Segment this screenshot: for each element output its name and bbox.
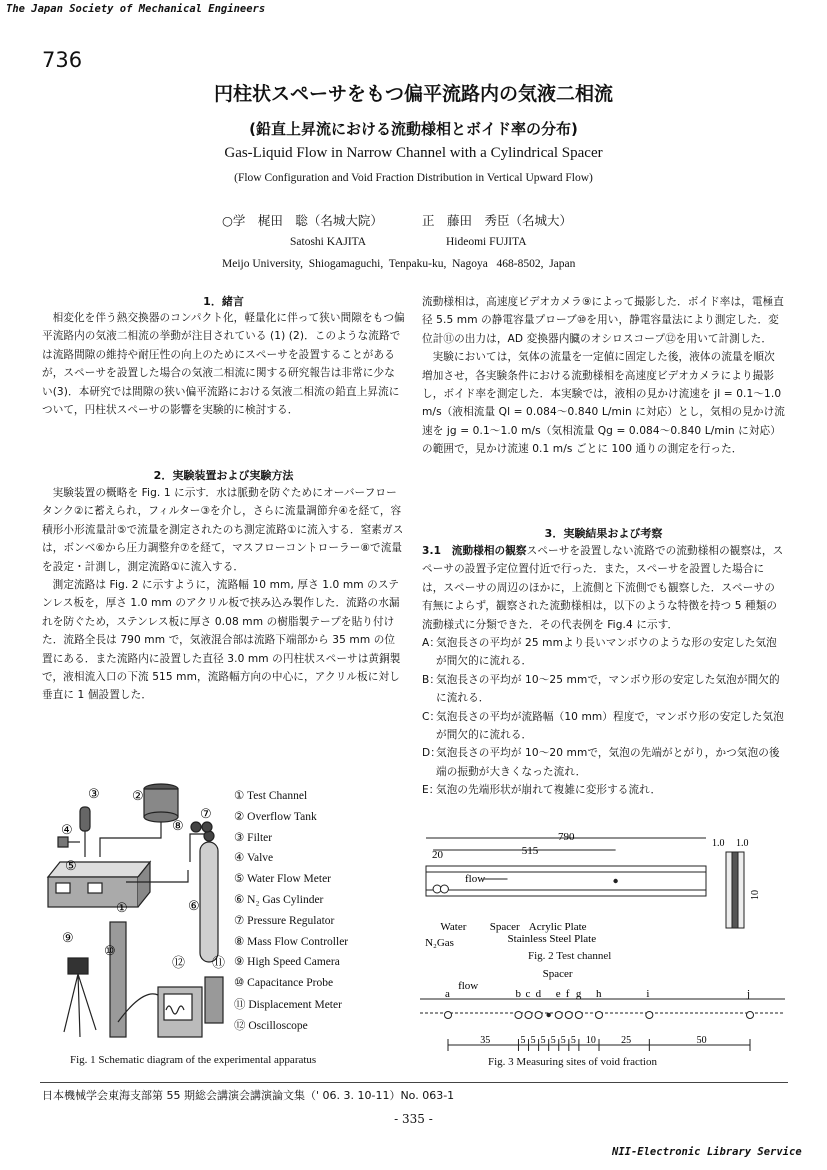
dim-label: 5 <box>560 1035 566 1046</box>
title-ja: 円柱状スペーサをもつ偏平流路内の気液二相流 <box>213 83 613 105</box>
acrylic-label: Acrylic Plate <box>528 921 587 933</box>
page-number: - 335 - <box>394 1112 433 1126</box>
measuring-site <box>646 1012 653 1019</box>
water-inlet <box>433 885 441 893</box>
component-marker: ④ <box>61 822 73 837</box>
dim-label-790: 790 <box>558 831 575 843</box>
site-label: b <box>515 988 521 1000</box>
spacer-label: Spacer <box>542 968 573 980</box>
site-label: i <box>646 988 650 1000</box>
measuring-site <box>525 1012 532 1019</box>
list-item <box>422 671 785 708</box>
measuring-site <box>555 1012 562 1019</box>
component-marker: ⑤ <box>65 858 77 873</box>
journal-header: The Japan Society of Mechanical Engineers <box>6 3 266 15</box>
component-marker: ⑨ <box>62 930 74 945</box>
section-acrylic-right <box>738 852 744 928</box>
fig1-caption: Fig. 1 Schematic diagram of the experimental apparatus <box>70 1054 317 1066</box>
dim-label: 5 <box>520 1035 526 1046</box>
subtitle-en: (Flow Configuration and Void Fraction Distribution in Vertical Upward Flow) <box>234 172 593 184</box>
fig2-caption: Fig. 2 Test channel <box>528 950 612 962</box>
spacer-mark <box>546 1013 550 1017</box>
list-key: C： <box>422 710 441 723</box>
proceedings-line: 日本機械学会東海支部第 55 期総会講演会講演論文集（' 06. 3. 10-11）No. 063-1 <box>42 1089 455 1102</box>
component-marker: ⑩ <box>104 943 116 958</box>
component-marker: ⑥ <box>188 898 200 913</box>
footer-rule <box>40 1082 788 1083</box>
right-column-body <box>422 293 785 459</box>
subsection-text: スペーサを設置しない流路での流動様相の観察は，スペーサの設置予定位置付近で行った．また，スペーサを設置した場合には，スペーサの周辺のほかに，上流側と下流側でも観察した．スペーサの有無によらず，観察された流動様相は，以下のような特徴を持つ 5 種類の流動様式に分類できた．その代表例を Fig.4 に示す． <box>422 545 784 631</box>
author-en-2: Hideomi FUJITA <box>446 236 527 248</box>
legend-item: ⑪ Displacement Meter <box>234 998 342 1011</box>
component-marker: ⑦ <box>200 806 212 821</box>
flow-label: flow <box>464 873 486 885</box>
spacer-label: Spacer <box>489 921 520 933</box>
spacer-mark <box>613 879 617 883</box>
dim-label: 5 <box>550 1035 556 1046</box>
list-item <box>422 744 785 781</box>
n2gas-label: N₂Gas <box>425 937 454 948</box>
dim-label: 5 <box>540 1035 546 1046</box>
fig3-caption: Fig. 3 Measuring sites of void fraction <box>488 1056 657 1068</box>
dim-label-20: 20 <box>432 849 443 861</box>
stainless-label: Stainless Steel Plate <box>507 933 597 945</box>
subsection-title: 3.1 流動様相の観察 <box>422 545 527 557</box>
section-2-heading: 2．実験装置および実験方法 <box>153 469 294 482</box>
authors-ja-2: 正 藤田 秀臣（名城大） <box>422 213 573 228</box>
section-3-heading: 3．実験結果および考察 <box>544 527 663 540</box>
component-marker: ⑪ <box>212 955 226 970</box>
section-3-body <box>422 542 785 800</box>
list-text: 気泡長さの平均が 10〜20 mmで，気泡の先端がとがり，かつ気泡の後端の振動が大きくなった流れ． <box>436 747 780 778</box>
site-label: e <box>555 988 561 1000</box>
component-marker: ⑫ <box>172 955 186 970</box>
legend-item: ⑩ Capacitance Probe <box>234 977 334 990</box>
legend-item: ⑤ Water Flow Meter <box>234 873 331 886</box>
legend-item: ④ Valve <box>234 852 274 865</box>
section-1-body <box>42 309 405 419</box>
paragraph <box>422 542 785 634</box>
measuring-site <box>515 1012 522 1019</box>
measuring-site <box>747 1012 754 1019</box>
dim-label-515: 515 <box>521 845 539 857</box>
site-label: j <box>747 988 751 1000</box>
list-item <box>422 708 785 745</box>
dim-label: 5 <box>530 1035 536 1046</box>
list-text: 気泡の先端形状が崩れて複雑に変形する流れ． <box>436 784 662 797</box>
site-label: d <box>535 988 542 1000</box>
dim-label: 5 <box>570 1035 576 1046</box>
list-key: B： <box>422 673 441 686</box>
paragraph: 測定流路は Fig. 2 に示すように，流路幅 10 mm, 厚さ 1.0 mm のステンレス板を，厚さ 1.0 mm のアクリル板で挟み込み製作した．流路の水漏れを防ぐため，ステンレス板に厚さ 0.08 mm の樹脂製テープを貼り付けた．流路全長は 790 mm で，気液混合部は流路下端部から 35 mm の位置にある．また流路内に設置した直径 3.0 mm の円柱状スペーサは黄銅製で，液相流入口の下流 515 mm，流路幅方向の中心に，アクリル板に対し垂直に 1 個設置した． <box>42 579 401 702</box>
paragraph: 流動様相は，高速度ビデオカメラ⑨によって撮影した．ボイド率は，電極直径 5.5 mm の静電容量プローブ⑩を用い，静電容量法により測定した．変位計⑪の出力は，AD 変換器内臓のオシロスコープ⑫を用いて計測した． <box>422 296 784 345</box>
list-text: 気泡長さの平均が 10〜25 mmで，マンボウ形の安定した気泡が間欠的に流れる． <box>436 673 780 705</box>
legend-item: ② Overflow Tank <box>234 810 317 823</box>
author-en-1: Satoshi KAJITA <box>290 236 367 248</box>
section-1-heading: 1．緒言 <box>203 295 244 308</box>
list-item <box>422 781 785 799</box>
measuring-site <box>535 1012 542 1019</box>
flow-label: flow <box>458 980 479 992</box>
flow-regime-list <box>422 634 785 800</box>
component-marker: ⑧ <box>172 818 184 833</box>
legend-item: ⑨ High Speed Camera <box>234 956 340 969</box>
section-acrylic-left <box>726 852 732 928</box>
affiliation: Meijo University, Shiogamaguchi, Tenpaku-ku, Nagoya 468-8502, Japan <box>222 258 576 270</box>
list-key: E： <box>422 784 440 797</box>
list-key: A： <box>422 637 441 650</box>
paragraph: 実験においては，気体の流量を一定値に固定した後，液体の流量を順次増加させ，各実験条件における流動様相を高速度ビデオカメラにより撮影し，ボイド率を測定した．本実験では，液相の見かけ流速を jl = 0.1〜1.0 m/s（液相流量 Ql = 0.084〜0.840 L/min に対応）とし，気相の見かけ流速を jg = 0.1〜1.0 m/s（気相流量 Qg = 0.084〜0.840 L/min に対応）の範囲で，見かけ流速 0.1 m/s ごとに 100 通りの測定を行った． <box>422 351 785 456</box>
site-label: f <box>565 988 570 1000</box>
dim-label-1a: 1.0 <box>712 838 725 849</box>
paragraph: 相変化を伴う熱交換器のコンパクト化，軽量化に伴って狭い間隙をもつ偏平流路内の気液二相流の挙動が注目されている (1) (2)．このような流路では流路間隙の維持や耐圧性の向上のためにスペーサを設置することがあるが，スペーサを設置した場合の気液二相流に関する研究報告は非常に少ない(3)．本研究では間隙の狭い偏平流路における気液二相流の鉛直上昇流について，円柱状スペーサの影響を実験的に検討する． <box>42 312 405 417</box>
fig1-legend <box>234 788 348 1038</box>
dim-label: 50 <box>696 1035 707 1046</box>
water-label: Water <box>440 921 467 933</box>
site-label: h <box>596 988 602 1000</box>
dim-label: 10 <box>585 1035 596 1046</box>
fig1-apparatus-drawing <box>40 762 242 1047</box>
site-label: c <box>525 988 531 1000</box>
library-footer: NII-Electronic Library Service <box>612 1146 802 1158</box>
site-label: a <box>445 988 450 1000</box>
measuring-site <box>445 1012 452 1019</box>
list-text: 気泡長さの平均が流路幅（10 mm）程度で，マンボウ形の安定した気泡が間欠的に流れる． <box>436 710 784 742</box>
legend-item: ⑦ Pressure Regulator <box>234 914 335 927</box>
legend-item: ⑧ Mass Flow Controller <box>234 935 349 948</box>
legend-item: ① Test Channel <box>234 790 308 802</box>
gas-inlet <box>440 885 448 893</box>
measuring-site <box>565 1012 572 1019</box>
component-marker: ① <box>116 900 128 915</box>
section-2-body <box>42 484 405 705</box>
title-en: Gas-Liquid Flow in Narrow Channel with a Cylindrical Spacer <box>224 145 603 161</box>
measuring-site <box>575 1012 582 1019</box>
list-item <box>422 634 785 671</box>
authors-ja-1: ○学 梶田 聡（名城大院） <box>222 213 383 228</box>
legend-item: ③ Filter <box>234 831 273 844</box>
dim-label-10: 10 <box>750 890 761 900</box>
section-steel <box>732 852 738 928</box>
dim-label: 25 <box>621 1035 632 1046</box>
fig2-test-channel-drawing <box>420 828 785 948</box>
measuring-site <box>596 1012 603 1019</box>
site-label: g <box>575 988 582 1000</box>
paper-number: 736 <box>42 48 83 72</box>
component-marker: ② <box>132 788 144 803</box>
dim-label-1b: 1.0 <box>736 838 749 849</box>
legend-item: ⑫ Oscilloscope <box>234 1019 308 1032</box>
paragraph: 実験装置の概略を Fig. 1 に示す．水は脈動を防ぐためにオーバーフロータンク②に蓄えられ，フィルター③を介し，さらに流量調節弁④を経て，容積形小形流量計⑤で流量を測定されたのち測定流路①に流入する．窒素ガスは，ボンベ⑥から圧力調整弁⑦を経て，マスフローコントローラー⑧で流量を設定・計測し，測定流路①に流入する． <box>42 487 404 573</box>
list-key: D： <box>422 747 441 760</box>
legend-item: ⑥ N₂ Gas Cylinder <box>234 893 324 906</box>
subtitle-ja: (鉛直上昇流における流動様相とボイド率の分布) <box>249 120 578 138</box>
component-marker: ③ <box>88 786 100 801</box>
fig3-measuring-sites-drawing <box>420 965 785 1055</box>
list-text: 気泡長さの平均が 25 mmより長いマンボウのような形の安定した気泡が間欠的に流れる． <box>436 637 777 668</box>
dim-label: 35 <box>480 1035 491 1046</box>
